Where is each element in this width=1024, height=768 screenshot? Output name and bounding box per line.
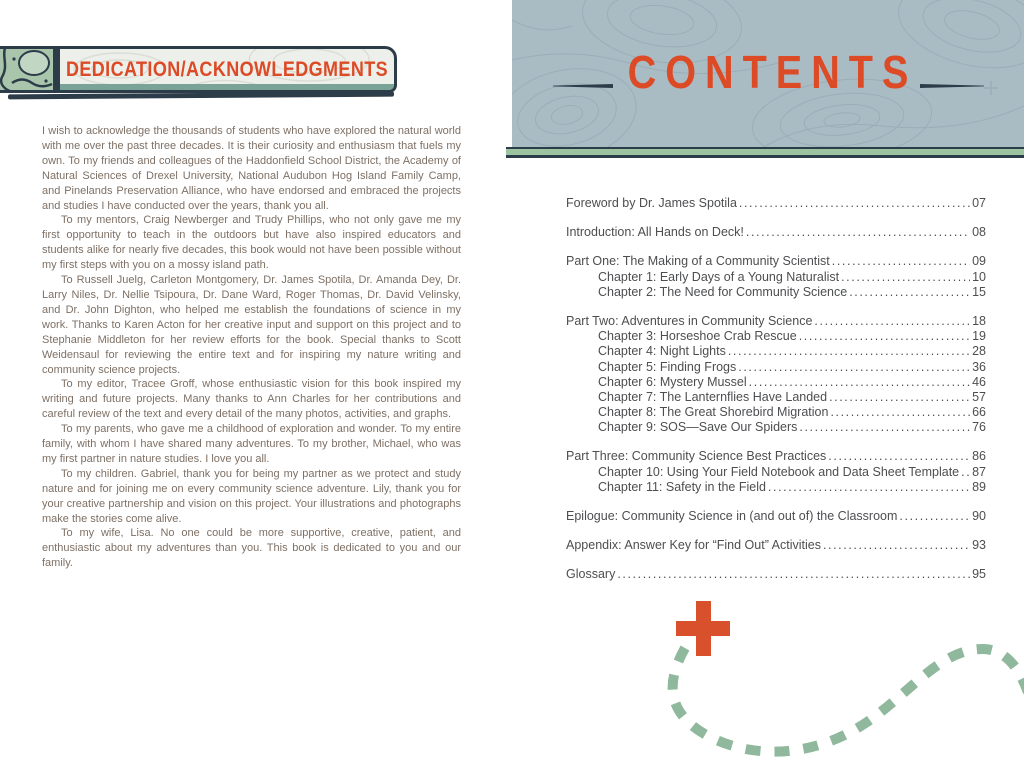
toc-page-number: 86	[972, 449, 986, 464]
toc-dot-leader	[738, 360, 970, 374]
toc-entry-label: Chapter 3: Horseshoe Crab Rescue	[598, 329, 797, 344]
toc-entry	[566, 329, 986, 344]
toc-entry-label: Chapter 8: The Great Shorebird Migration	[598, 405, 829, 420]
toc-entry-label: Part Three: Community Science Best Practices	[566, 449, 827, 464]
green-strip-decoration	[506, 147, 1024, 158]
toc-dot-leader	[849, 285, 970, 299]
toc-page-number: 90	[972, 509, 986, 523]
toc-entry	[566, 375, 986, 390]
toc-page-number: 89	[972, 479, 986, 494]
toc-entry-label: Part One: The Making of a Community Scientist	[566, 254, 830, 269]
toc-entry	[566, 480, 986, 495]
toc-entry	[566, 538, 986, 553]
acknowledgments-paragraph: To my wife, Lisa. No one could be more supportive, creative, patient, and enthusiastic about my adventures than you. This book is dedicated to you and our family.	[42, 527, 461, 570]
toc-entry-label: Chapter 5: Finding Frogs	[598, 359, 737, 374]
toc-dot-leader	[823, 538, 970, 552]
acknowledgments-paragraph: To my parents, who gave me a childhood of exploration and wonder. To my entire family, with whom I have shared many adventures. To my brother, Michael, who was my first partner in nature studies. I love you all.	[42, 423, 461, 465]
toc-entry-label: Chapter 11: Safety in the Field	[598, 479, 766, 494]
toc-dot-leader	[746, 225, 970, 239]
map-blob-icon	[0, 49, 56, 90]
dashed-trail-icon	[512, 596, 1024, 768]
toc-entry	[566, 225, 986, 240]
banner-label-area	[56, 46, 397, 93]
toc-entry	[566, 567, 986, 582]
toc-entry	[566, 285, 986, 300]
toc-dot-leader	[799, 329, 970, 343]
toc-page-number: 15	[972, 284, 986, 299]
toc-page-number: 87	[972, 464, 986, 479]
table-of-contents	[566, 196, 986, 583]
contents-header-panel	[512, 0, 1024, 148]
toc-entry-label: Epilogue: Community Science in (and out of) the Classroom	[566, 509, 898, 523]
toc-entry-label: Foreword by Dr. James Spotila	[566, 196, 737, 210]
toc-entry	[566, 449, 986, 464]
toc-page-number: 10	[972, 269, 986, 284]
acknowledgments-paragraph: I wish to acknowledge the thousands of students who have explored the natural world with me over the past three decades. It is their curiosity and enthusiasm that fuels my own. To my friends and colleagues of the Haddonfield School District, the Academy of Natural Sciences of Drexel University, National Audubon Hog Island Family Camp, and Pinelands Preservation Alliance, who have endorsed and embraced the projects and studies I have conducted over the years, thank you all.	[42, 125, 461, 212]
toc-entry-label: Chapter 1: Early Days of a Young Naturalist	[598, 269, 840, 284]
toc-entry	[566, 465, 986, 480]
toc-entry-label: Chapter 4: Night Lights	[598, 344, 726, 359]
acknowledgments-paragraph: To my editor, Tracee Groff, whose enthusiastic vision for this book inspired my writing and future projects. Many thanks to Ann Charles for her contributions and careful review of the text and every detail of the many photos, activities, and graphs.	[42, 378, 461, 421]
toc-page-number: 09	[972, 254, 986, 269]
toc-dot-leader	[841, 270, 970, 284]
toc-dot-leader	[617, 567, 970, 581]
toc-dot-leader	[829, 390, 970, 404]
toc-entry	[566, 314, 986, 329]
toc-page-number: 93	[972, 538, 986, 553]
toc-entry-label: Chapter 7: The Lanternflies Have Landed	[598, 389, 828, 404]
toc-page-number: 28	[972, 344, 986, 359]
toc-entry	[566, 390, 986, 405]
toc-entry	[566, 196, 986, 211]
toc-entry-label: Part Two: Adventures in Community Science	[566, 313, 813, 328]
toc-dot-leader	[728, 344, 970, 358]
toc-entry-label: Introduction: All Hands on Deck!	[566, 225, 744, 240]
toc-dot-leader	[961, 465, 970, 479]
toc-page-number: 19	[972, 329, 986, 344]
toc-page-number: 66	[972, 405, 986, 420]
page-title: DEDICATION/ACKNOWLEDGMENTS	[65, 57, 389, 81]
toc-page-number: 08	[972, 225, 986, 240]
toc-dot-leader	[739, 196, 970, 210]
toc-entry-label: Chapter 2: The Need for Community Science	[598, 284, 848, 299]
toc-page-number: 18	[972, 313, 986, 328]
toc-dot-leader	[799, 420, 970, 434]
toc-entry-label: Appendix: Answer Key for “Find Out” Activities	[566, 538, 821, 553]
toc-page-number: 07	[972, 196, 986, 210]
toc-entry	[566, 420, 986, 435]
toc-entry	[566, 254, 986, 269]
toc-page-number: 36	[972, 359, 986, 374]
contents-title: CONTENTS	[627, 46, 918, 99]
toc-entry-label: Chapter 6: Mystery Mussel	[598, 374, 747, 389]
toc-dot-leader	[828, 449, 970, 463]
toc-dot-leader	[830, 405, 970, 419]
toc-entry	[566, 405, 986, 420]
toc-page-number: 57	[972, 389, 986, 404]
toc-entry	[566, 270, 986, 285]
acknowledgments-paragraph: To my children. Gabriel, thank you for being my partner as we protect and study nature and for joining me on every community science adventure. Lily, thank you for your creative partnership and vision on this project. Your illustrations and photographs make the stories come alive.	[42, 467, 461, 525]
dedication-header-banner	[0, 46, 397, 93]
toc-dot-leader	[899, 509, 970, 523]
toc-entry	[566, 360, 986, 375]
acknowledgments-paragraph: To Russell Juelg, Carleton Montgomery, Dr. James Spotila, Dr. Amanda Dey, Dr. Larry Niles, Dr. Nellie Tsipoura, Dr. Dane Ward, Roger Thomas, Dr. David Velinsky, and Dr. John Dighton, who helped me establish the foundations of science in my work. Thanks to Karen Acton for her creative input and support on this project and to Stephanie Middleton for her review efforts for the book. Special thanks to Scott Weidensaul for reviewing the entire text and for inspiring my nature writing and community science projects.	[42, 274, 461, 376]
toc-entry-label: Chapter 10: Using Your Field Notebook and Data Sheet Template	[598, 464, 960, 479]
toc-entry-label: Chapter 9: SOS—Save Our Spiders	[598, 420, 798, 435]
acknowledgments-text	[42, 124, 461, 571]
toc-dot-leader	[832, 254, 970, 268]
toc-entry	[566, 509, 986, 524]
acknowledgments-paragraph: To my mentors, Craig Newberger and Trudy Phillips, who not only gave me my first opportunity to teach in the outdoors but have also inspired educators and students alike for nearly five decades, this book would not have been possible without my first steps with you on a mossy island path.	[42, 214, 461, 272]
toc-page-number: 76	[972, 420, 986, 435]
map-illustration-block	[0, 46, 56, 93]
toc-entry	[566, 344, 986, 359]
toc-dot-leader	[749, 375, 970, 389]
toc-page-number: 95	[972, 567, 986, 582]
toc-dot-leader	[768, 480, 970, 494]
banner-teal-strip	[60, 84, 394, 90]
toc-page-number: 46	[972, 374, 986, 389]
toc-entry-label: Glossary	[566, 567, 616, 582]
toc-dot-leader	[814, 314, 970, 328]
